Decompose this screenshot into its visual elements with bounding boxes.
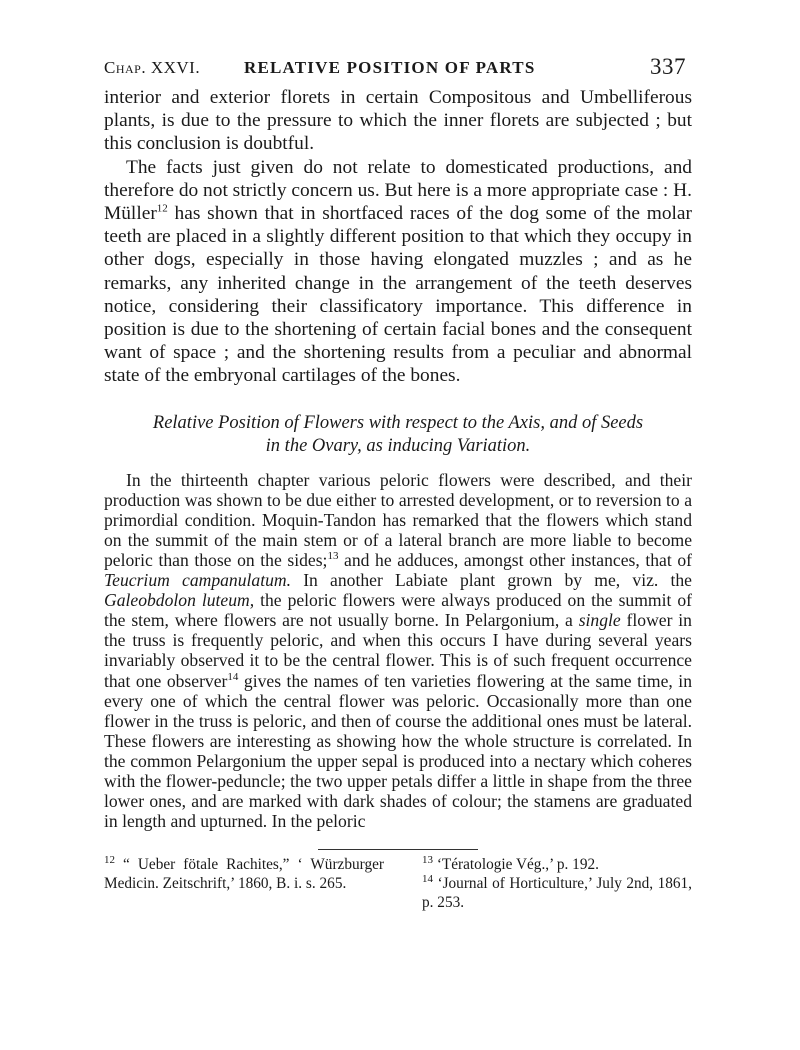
paragraph-text: flower in the truss is frequently peloric, and when this occurs I have during several years invariably observed it to be the central flower. This is of such frequent occurrence that one observer (104, 610, 692, 691)
footnote-divider (318, 849, 478, 850)
paragraph-continuation: interior and exterior florets in certain Compositous and Umbelliferous plants, is due to the pressure to which the inner florets are subjected ; but this conclusion is doubtful. (104, 87, 692, 155)
footnote-column-left (104, 856, 384, 912)
footnote-ref-14: 14 (227, 670, 239, 683)
footnote-ref-13: 13 (327, 550, 339, 563)
footnote-text: ‘Journal of Horticulture,’ July 2nd, 1861, p. 253. (422, 875, 692, 911)
running-title: RELATIVE POSITION OF PARTS (244, 58, 536, 77)
paragraph-text: gives the names of ten varieties flowering at the same time, in every one of which the central flower was peloric. Occasionally more than one flower in the truss is peloric, and then of course the additional ones must be lateral. These flowers are interesting as showing how the whole structure is correlated. In the common Pelargonium the upper sepal is produced into a nectary which coheres with the flower-peduncle; the two upper petals differ a little in shape from the three lower ones, and are marked with dark shades of colour; the stamens are graduated in length and upturned. In the peloric (104, 670, 692, 832)
footnote-text: “ Ueber fötale Rachites,” ‘ Würzburger Medicin. Zeitschrift,’ 1860, B. i. s. 265. (104, 856, 384, 893)
paragraph-text: The facts just given do not relate to domesticated productions, and therefore do not strictly concern us. But here is a more appropriate case : H. Müller (104, 156, 692, 225)
paragraph-text: the peloric flowers were always produced on the summit of the stem, where flowers are not usually borne. In Pelargonium, a (104, 590, 692, 631)
footnote-ref-12: 12 (156, 202, 168, 215)
section-heading-line: in the Ovary, as inducing Variation. (265, 435, 531, 456)
footnotes (104, 856, 692, 912)
paragraph-dog-teeth (104, 156, 692, 388)
footnote-12 (104, 856, 384, 894)
paragraph-text: and he adduces, amongst other instances, that of (338, 550, 692, 571)
footnote-number: 13 (422, 854, 433, 867)
section-heading (104, 412, 692, 458)
footnote-number: 12 (104, 854, 115, 867)
chapter-label: Chap. XXVI. (104, 58, 201, 77)
paragraph-text: In the thirteenth chapter various peloric flowers were described, and their production was shown to be due either to arrested development, or to reversion to a primordial condition. Moquin-Tandon has remarked that the flowers which stand on the summit of the main stem or of a lateral branch are more liable to become peloric than those on the sides; (104, 469, 692, 571)
footnote-number: 14 (422, 873, 433, 886)
footnote-column-right (422, 856, 692, 912)
paragraph-text: In another Labiate plant grown by me, viz. the (291, 570, 692, 591)
page-number: 337 (650, 54, 686, 79)
paragraph-peloric-flowers (104, 470, 692, 832)
species-name: Galeobdolon luteum, (104, 590, 255, 611)
footnote-14 (422, 875, 692, 913)
footnote-text: ‘Tératologie Vég.,’ p. 192. (433, 856, 599, 874)
book-page (104, 52, 692, 913)
species-name: Teucrium campanulatum. (104, 570, 291, 591)
section-heading-line: Relative Position of Flowers with respect to the Axis, and of Seeds (152, 412, 644, 433)
paragraph-text: has shown that in shortfaced races of the dog some of the molar teeth are placed in a slightly different position to that which they occupy in other dogs, especially in those having elongated muzzles ; and as he remarks, any inherited change in the arrangement of the teeth deserves notice, considering their classificatory importance. This difference in position is due to the shortening of certain facial bones and the consequent want of space ; and the shortening results from a peculiar and abnormal state of the embryonal cartilages of the bones. (104, 203, 692, 387)
emphasis: single (578, 610, 621, 631)
running-head (104, 52, 692, 86)
footnote-13 (422, 856, 692, 875)
